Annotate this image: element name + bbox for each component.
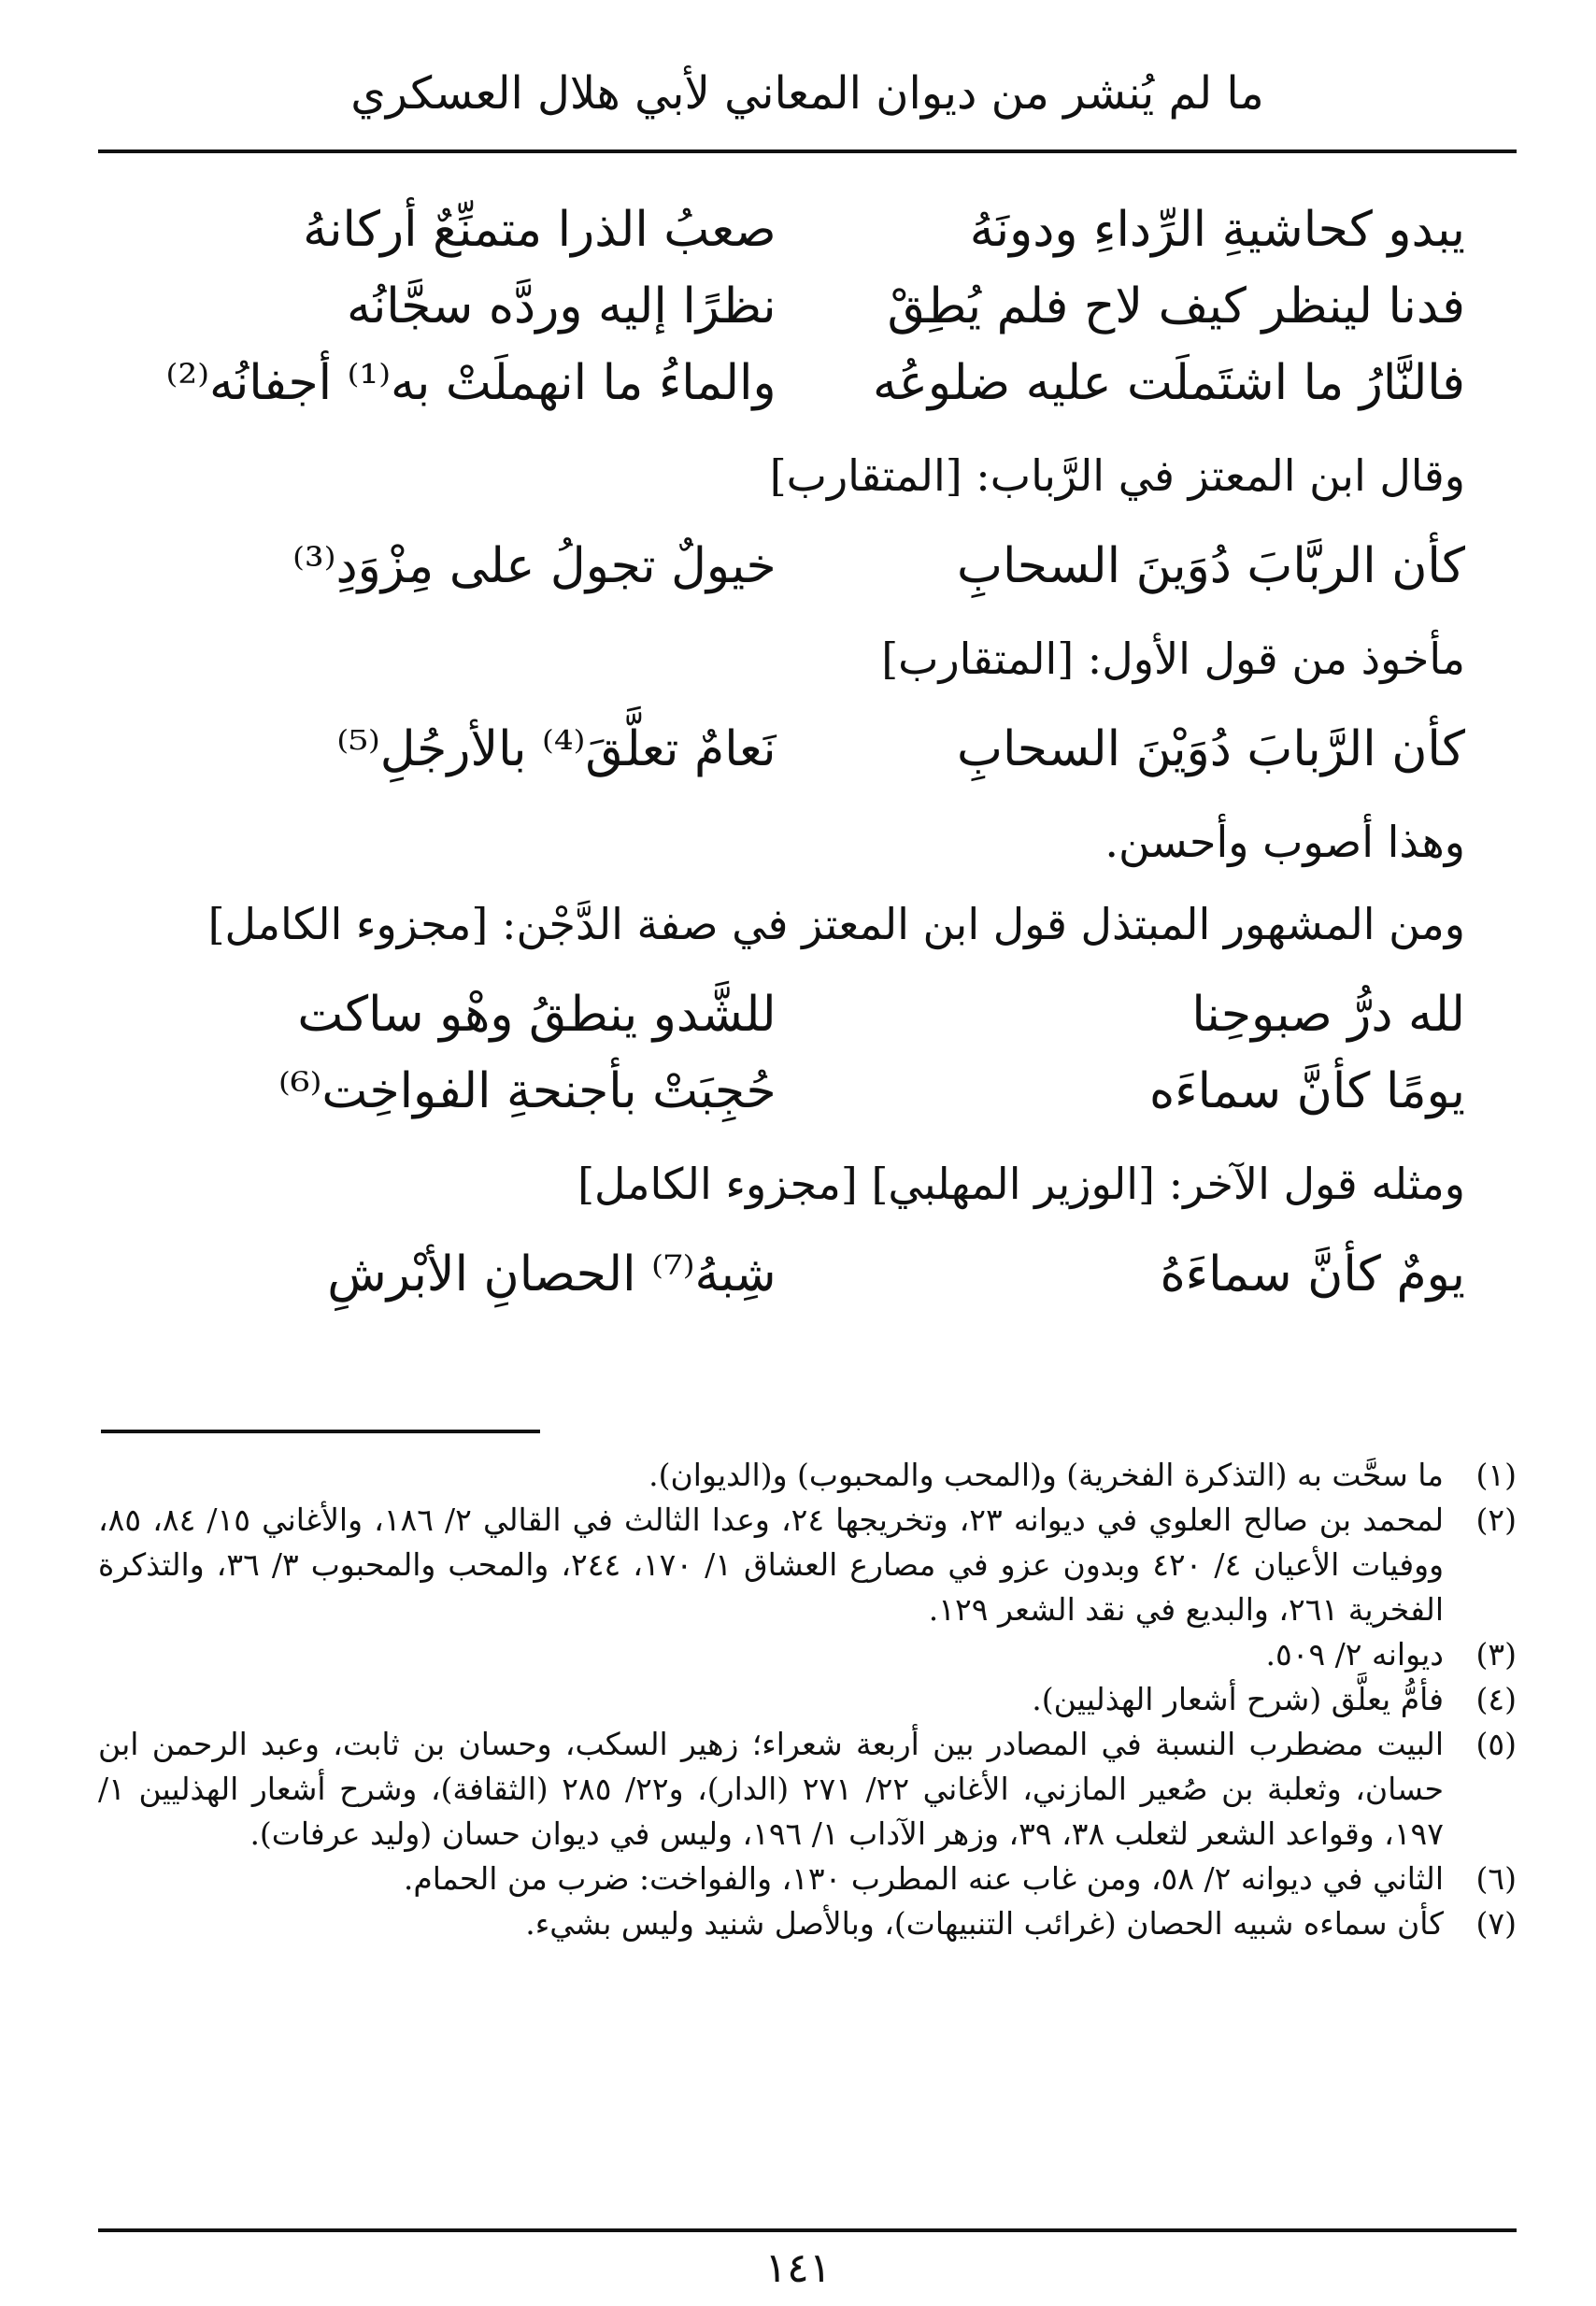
footnote-number: (٦) — [1475, 1860, 1517, 1897]
hemistich-second: خيولٌ تجولُ على مِزْوَدِ⁽³⁾ — [292, 538, 777, 594]
hemistich-first: فدنا لينظر كيف لاح فلم يُطِقْ — [887, 278, 1465, 335]
intro-paragraph: ومن المشهور المبتذل قول ابن المعتز في صفة الدَّجْن: [مجزوء الكامل] — [207, 899, 1465, 949]
footnote — [98, 1632, 1517, 1677]
footnote — [98, 1677, 1517, 1722]
verse-line — [140, 192, 1465, 268]
footnote — [98, 1453, 1517, 1498]
footnote-text: فأمُّ يعلَّق (شرح أشعار الهذليين). — [1032, 1681, 1444, 1717]
hemistich-second: صعبُ الذرا متمنِّعٌ أركانهُ — [303, 202, 777, 258]
page-number: ١٤١ — [764, 2244, 832, 2292]
comment-paragraph: وهذا أصوب وأحسن. — [1104, 817, 1465, 867]
footnote-text: البيت مضطرب النسبة في المصادر بين أربعة شعراء؛ زهير السكب، وحسان بن ثابت، وعبد الرحمن ابن حسان، وثعلبة بن صُعير المازني، الأغاني ٢٢/ ٢٧١ (الدار)، و٢٢/ ٢٨٥ (الثقافة)، وشرح أشعار الهذليين ١/ ١٩٧، وقواعد الشعر لثعلب ٣٨، ٣٩، وزهر الآداب ١/ ١٩٦، وليس في ديوان حسان (وليد عرفات). — [98, 1726, 1445, 1852]
footnote-separator — [101, 1430, 540, 1433]
hemistich-first: يومًا كأنَّ سماءَه — [1148, 1063, 1465, 1119]
footnote-text: الثاني في ديوانه ٢/ ٥٨، ومن غاب عنه المطرب ١٣٠، والفواخت: ضرب من الحمام. — [403, 1860, 1444, 1897]
footnote-text: ديوانه ٢/ ٥٠٩. — [1265, 1636, 1444, 1673]
footnote — [98, 1498, 1517, 1632]
footnote-text: لمحمد بن صالح العلوي في ديوانه ٢٣، وتخريجها ٢٤، وعدا الثالث في القالي ٢/ ١٨٦، والأغاني ١٥/ ٨٤، ٨٥، ووفيات الأعيان ٤/ ٤٢٠ وبدون عزو في مصارع العشاق ١/ ١٧٠، ٢٤٤، والمحب والمحبوب ٣/ ٣٦، والتذكرة الفخرية ٢٦١، والبديع في نقد الشعر ١٢٩. — [98, 1502, 1445, 1628]
hemistich-first: يبدو كحاشيةِ الرِّداءِ ودونَهُ — [969, 202, 1465, 258]
footnotes — [98, 1453, 1517, 1946]
footnote-number: (٣) — [1475, 1636, 1517, 1673]
hemistich-second: نظرًا إليه وردَّه سجَّانُه — [346, 278, 777, 335]
hemistich-second: نَعامٌ تعلَّقَ⁽⁴⁾ بالأرجُلِ⁽⁵⁾ — [336, 721, 777, 777]
hemistich-second: شِبهُ⁽⁷⁾ الحصانِ الأبْرشِ — [327, 1246, 777, 1302]
poem-1 — [140, 192, 1465, 421]
footnote-text: ما سحَّت به (التذكرة الفخرية) و(المحب والمحبوب) و(الديوان). — [648, 1457, 1444, 1493]
hemistich-first: فالنَّارُ ما اشتَملَت عليه ضلوعُه — [872, 355, 1465, 411]
verse-line — [140, 1236, 1465, 1313]
verse-line — [140, 711, 1465, 788]
hemistich-second: والماءُ ما انهملَتْ به⁽¹⁾ أجفانُه⁽²⁾ — [165, 355, 777, 411]
running-header: ما لم يُنشر من ديوان المعاني لأبي هلال العسكري — [350, 67, 1264, 120]
footnote-text: كأن سماءه شبيه الحصان (غرائب التنبيهات)، وبالأصل شنيد وليس بشيء. — [525, 1905, 1444, 1942]
footnote — [98, 1722, 1517, 1857]
footnote — [98, 1857, 1517, 1901]
hemistich-second: للشَّدو ينطقُ وهْو ساكت — [297, 987, 777, 1043]
hemistich-second: حُجِبَتْ بأجنحةِ الفواخِت⁽⁶⁾ — [278, 1063, 777, 1119]
header-rule — [98, 149, 1517, 153]
footer-rule — [98, 2228, 1517, 2232]
intro-paragraph: مأخوذ من قول الأول: [المتقارب] — [881, 633, 1465, 684]
footnote-number: (٤) — [1475, 1681, 1517, 1717]
footnote-number: (٥) — [1475, 1726, 1517, 1762]
intro-paragraph: ومثله قول الآخر: [الوزير المهلبي] [مجزوء الكامل] — [577, 1159, 1465, 1209]
verse-line — [140, 268, 1465, 345]
hemistich-first: لله درُّ صبوحِنا — [1191, 987, 1465, 1043]
hemistich-first: كأن الرَّبابَ دُوَيْنَ السحابِ — [957, 721, 1465, 777]
footnote-number: (٢) — [1475, 1502, 1517, 1538]
intro-paragraph: وقال ابن المعتز في الرَّباب: [المتقارب] — [769, 450, 1465, 501]
verse-line — [140, 976, 1465, 1053]
hemistich-first: يومٌ كأنَّ سماءَهُ — [1160, 1246, 1465, 1302]
footnote-number: (١) — [1475, 1457, 1517, 1493]
footnote-number: (٧) — [1475, 1905, 1517, 1942]
main-text — [140, 192, 1465, 1313]
hemistich-first: كأن الربَّابَ دُوَينَ السحابِ — [957, 538, 1465, 594]
footnote — [98, 1901, 1517, 1946]
verse-line — [140, 345, 1465, 421]
verse-line — [140, 1053, 1465, 1130]
verse-line — [140, 528, 1465, 605]
